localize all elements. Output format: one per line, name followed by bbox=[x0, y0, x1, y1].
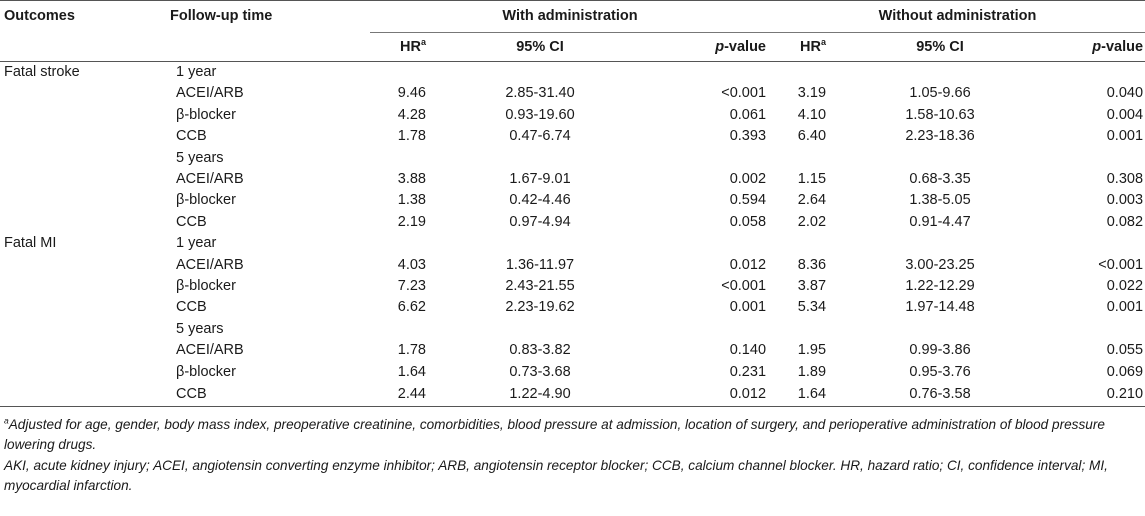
p-with-cell: 0.393 bbox=[729, 128, 767, 145]
ci-with-cell: 0.97-4.94 bbox=[509, 213, 571, 230]
outcome-cell bbox=[0, 362, 170, 383]
hr-with-cell bbox=[370, 319, 430, 340]
hr-without-cell: 2.02 bbox=[797, 213, 827, 230]
hr-without-cell: 2.64 bbox=[797, 192, 827, 209]
p-without-cell: 0.210 bbox=[1050, 383, 1145, 407]
outcome-cell bbox=[0, 255, 170, 276]
outcome-cell bbox=[0, 126, 170, 147]
outcome-cell bbox=[0, 190, 170, 211]
p-with-cell bbox=[650, 233, 770, 254]
ci-without-cell bbox=[830, 62, 1050, 84]
ci-without-cell: 0.91-4.47 bbox=[909, 213, 971, 230]
table-row bbox=[0, 190, 1145, 211]
ci-without-cell: 0.76-3.58 bbox=[830, 383, 1050, 407]
outcome-cell bbox=[0, 83, 170, 104]
p-without-cell: 0.001 bbox=[1106, 299, 1144, 316]
p-without-cell: 0.055 bbox=[1106, 342, 1144, 359]
p-with-cell: 0.012 bbox=[729, 256, 767, 273]
p-with-cell: <0.001 bbox=[721, 278, 767, 295]
hr-with-cell bbox=[370, 148, 430, 169]
header-hr: $HR^a$ bbox=[370, 33, 430, 62]
hr-with-cell: 2.44 bbox=[370, 383, 430, 407]
outcome-cell bbox=[0, 212, 170, 233]
p-without-cell: 0.069 bbox=[1106, 363, 1144, 380]
ci-without-cell: 1.22-12.29 bbox=[905, 278, 975, 295]
hr-with-cell: 1.38 bbox=[397, 192, 426, 209]
drug-cell: CCB bbox=[176, 213, 207, 230]
ci-with-cell: 0.93-19.60 bbox=[505, 106, 575, 123]
hr-with-cell: 4.28 bbox=[397, 106, 426, 123]
outcome-cell: Fatal MI bbox=[4, 235, 57, 252]
outcome-cell bbox=[0, 276, 170, 297]
hr-with-cell: 2.19 bbox=[397, 213, 426, 230]
ci-with-cell: 1.67-9.01 bbox=[509, 171, 571, 188]
drug-cell: CCB bbox=[176, 128, 207, 145]
drug-cell: ACEI/ARB bbox=[176, 85, 244, 102]
drug-cell: CCB bbox=[176, 299, 207, 316]
ci-without-cell: 1.97-14.48 bbox=[905, 299, 975, 316]
hr-without-cell: 5.34 bbox=[797, 299, 827, 316]
hr-without-cell: 1.64 bbox=[770, 383, 830, 407]
p-without-cell: 0.001 bbox=[1106, 128, 1144, 145]
p-without-cell: 0.003 bbox=[1106, 192, 1144, 209]
hr-without-cell bbox=[770, 148, 830, 169]
ci-without-cell bbox=[830, 319, 1050, 340]
outcome-cell bbox=[0, 148, 170, 169]
ci-with-cell: 2.43-21.55 bbox=[505, 278, 575, 295]
p-with-cell: 0.001 bbox=[729, 299, 767, 316]
drug-cell: β-blocker bbox=[176, 106, 236, 123]
ci-without-cell: 0.68-3.35 bbox=[909, 171, 971, 188]
outcome-cell bbox=[0, 297, 170, 318]
ci-with-cell bbox=[430, 233, 650, 254]
outcome-cell bbox=[0, 340, 170, 361]
hr-without-cell: 1.95 bbox=[797, 342, 827, 359]
follow-up-time-cell: 5 years bbox=[176, 320, 224, 337]
ci-without-cell: 3.00-23.25 bbox=[905, 256, 975, 273]
p-with-cell: 0.012 bbox=[650, 383, 770, 407]
header-p-value: p-value bbox=[1050, 33, 1145, 62]
p-with-cell: 0.231 bbox=[729, 363, 767, 380]
drug-cell: ACEI/ARB bbox=[176, 256, 244, 273]
hr-without-cell: 3.19 bbox=[797, 85, 827, 102]
ci-without-cell: 1.58-10.63 bbox=[905, 106, 975, 123]
hr-without-cell: 8.36 bbox=[797, 256, 827, 273]
p-without-cell: 0.082 bbox=[1106, 213, 1144, 230]
hr-without-cell: 1.89 bbox=[797, 363, 827, 380]
table-row bbox=[0, 255, 1145, 276]
drug-cell: β-blocker bbox=[176, 278, 236, 295]
header-group-with: With administration bbox=[370, 1, 770, 33]
follow-up-time-cell: 1 year bbox=[176, 235, 217, 252]
ci-without-cell bbox=[830, 233, 1050, 254]
header-p-value: p-value bbox=[650, 33, 770, 62]
footnote-abbreviations: AKI, acute kidney injury; ACEI, angiotensin converting enzyme inhibitor; ARB, angiotensin receptor blocker; CCB, calcium channel blocker. HR, hazard ratio; CI, confidence interval; MI, myocardial infarction. bbox=[4, 458, 1108, 493]
follow-up-time-cell: 5 years bbox=[176, 149, 224, 166]
table-group-row bbox=[0, 233, 1145, 254]
p-without-cell bbox=[1050, 319, 1145, 340]
table-row bbox=[0, 169, 1145, 190]
p-without-cell: 0.004 bbox=[1106, 106, 1144, 123]
hr-with-cell: 9.46 bbox=[397, 85, 426, 102]
outcome-cell bbox=[0, 383, 170, 407]
p-with-cell bbox=[650, 62, 770, 84]
table-group-row bbox=[0, 148, 1145, 169]
drug-cell: β-blocker bbox=[176, 192, 236, 209]
ci-with-cell: 2.23-19.62 bbox=[505, 299, 575, 316]
hr-with-cell: 1.78 bbox=[397, 128, 426, 145]
hr-with-cell bbox=[370, 62, 430, 84]
p-with-cell: 0.002 bbox=[729, 171, 767, 188]
hr-with-cell: 6.62 bbox=[397, 299, 426, 316]
table-row bbox=[0, 362, 1145, 383]
ci-without-cell: 0.95-3.76 bbox=[909, 363, 971, 380]
header-ci: 95% CI bbox=[830, 33, 1050, 62]
ci-with-cell bbox=[430, 62, 650, 84]
ci-without-cell bbox=[830, 148, 1050, 169]
ci-with-cell: 2.85-31.40 bbox=[505, 85, 575, 102]
drug-cell: ACEI/ARB bbox=[176, 171, 244, 188]
p-without-cell: 0.308 bbox=[1106, 171, 1144, 188]
p-without-cell: <0.001 bbox=[1098, 256, 1144, 273]
hr-with-cell bbox=[370, 233, 430, 254]
hr-with-cell: 1.64 bbox=[397, 363, 426, 380]
p-without-cell: 0.022 bbox=[1106, 278, 1144, 295]
ci-with-cell: 1.22-4.90 bbox=[430, 383, 650, 407]
p-with-cell: 0.140 bbox=[729, 342, 767, 359]
ci-with-cell bbox=[430, 148, 650, 169]
hr-without-cell: 6.40 bbox=[797, 128, 827, 145]
table-row bbox=[0, 105, 1145, 126]
table-body bbox=[0, 62, 1145, 407]
p-with-cell: <0.001 bbox=[721, 85, 767, 102]
p-without-cell bbox=[1050, 148, 1145, 169]
table-group-row bbox=[0, 62, 1145, 84]
outcome-cell bbox=[0, 169, 170, 190]
header-ci: 95% CI bbox=[430, 33, 650, 62]
hr-without-cell bbox=[770, 233, 830, 254]
table-row bbox=[0, 297, 1145, 318]
hr-with-cell: 7.23 bbox=[397, 278, 426, 295]
hr-without-cell: 4.10 bbox=[797, 106, 827, 123]
hr-with-cell: 3.88 bbox=[397, 171, 426, 188]
header-hr: $HR^a$ bbox=[770, 33, 830, 62]
p-with-cell bbox=[650, 148, 770, 169]
table-row bbox=[0, 340, 1145, 361]
table-header bbox=[0, 1, 1145, 62]
ci-without-cell: 1.38-5.05 bbox=[909, 192, 971, 209]
hr-without-cell: 1.15 bbox=[797, 171, 827, 188]
table-row bbox=[0, 383, 1145, 407]
footnote-a: $^a$Adjusted for age, gender, body mass index, preoperative creatinine, comorbidities, blood pressure at admission, location of surgery, and perioperative administration of blood pressure lowering drugs. bbox=[4, 415, 1105, 452]
header-follow-up: Follow-up time bbox=[170, 1, 370, 33]
p-with-cell bbox=[650, 319, 770, 340]
p-with-cell: 0.061 bbox=[729, 106, 767, 123]
p-without-cell bbox=[1050, 233, 1145, 254]
hr-without-cell: 3.87 bbox=[797, 278, 827, 295]
header-group-without: Without administration bbox=[770, 1, 1145, 33]
drug-cell: CCB bbox=[170, 383, 370, 407]
p-without-cell bbox=[1050, 62, 1145, 84]
ci-with-cell: 0.42-4.46 bbox=[509, 192, 571, 209]
table-row bbox=[0, 276, 1145, 297]
hr-without-cell bbox=[770, 62, 830, 84]
table-group-row bbox=[0, 319, 1145, 340]
drug-cell: β-blocker bbox=[176, 363, 236, 380]
outcome-cell: Fatal stroke bbox=[4, 64, 80, 80]
table-row bbox=[0, 83, 1145, 104]
p-with-cell: 0.594 bbox=[729, 192, 767, 209]
table-footnotes bbox=[0, 407, 1145, 495]
hr-with-cell: 1.78 bbox=[397, 342, 426, 359]
ci-without-cell: 0.99-3.86 bbox=[909, 342, 971, 359]
ci-with-cell: 0.83-3.82 bbox=[509, 342, 571, 359]
p-with-cell: 0.058 bbox=[729, 213, 767, 230]
outcome-cell bbox=[0, 319, 170, 340]
follow-up-time-cell: 1 year bbox=[176, 64, 217, 80]
ci-with-cell bbox=[430, 319, 650, 340]
hr-without-cell bbox=[770, 319, 830, 340]
ci-with-cell: 0.73-3.68 bbox=[509, 363, 571, 380]
header-outcomes: Outcomes bbox=[0, 1, 170, 33]
outcome-cell bbox=[0, 105, 170, 126]
table-row bbox=[0, 126, 1145, 147]
hr-with-cell: 4.03 bbox=[397, 256, 426, 273]
ci-without-cell: 1.05-9.66 bbox=[909, 85, 971, 102]
table-row bbox=[0, 212, 1145, 233]
ci-without-cell: 2.23-18.36 bbox=[905, 128, 975, 145]
p-without-cell: 0.040 bbox=[1106, 85, 1144, 102]
drug-cell: ACEI/ARB bbox=[176, 342, 244, 359]
ci-with-cell: 1.36-11.97 bbox=[505, 256, 575, 273]
ci-with-cell: 0.47-6.74 bbox=[509, 128, 571, 145]
